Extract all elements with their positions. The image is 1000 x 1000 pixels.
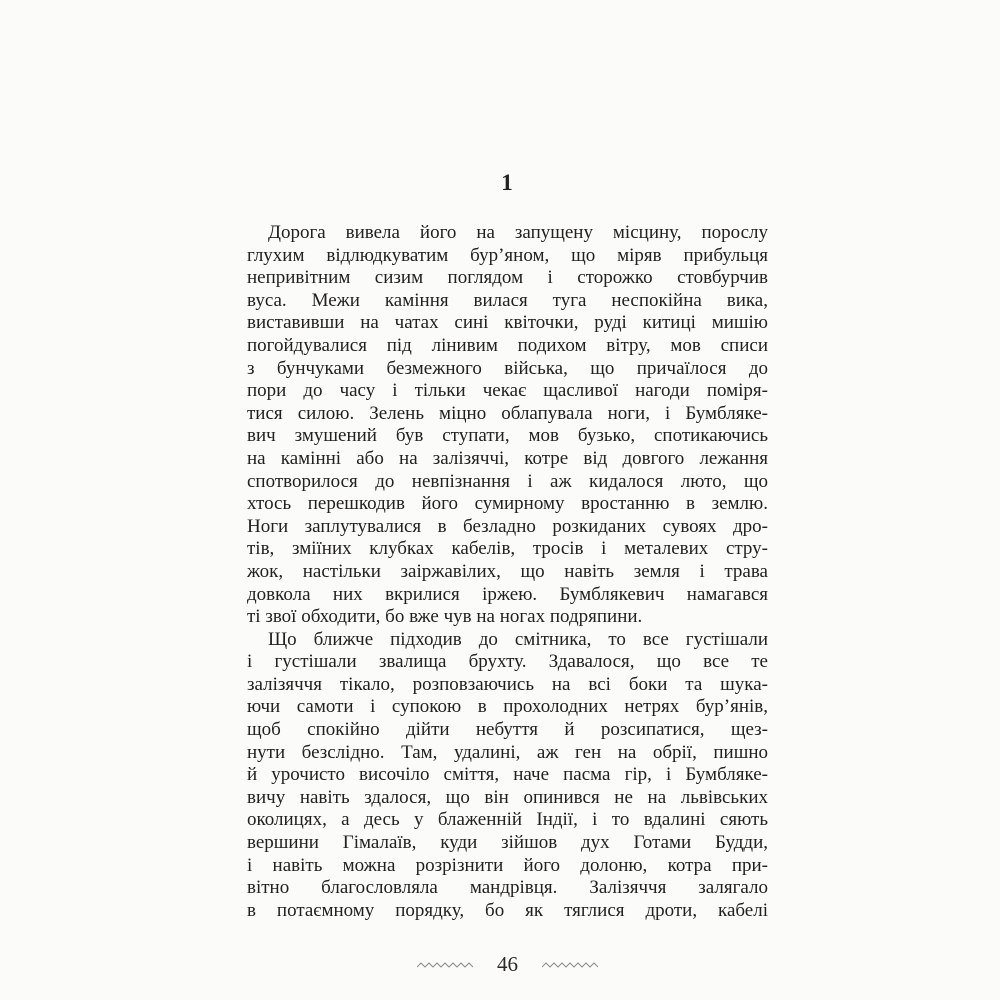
wavy-ornament-right-icon	[542, 961, 598, 969]
text-line: глухим відлюдкуватим бур’яном, що міряв прибульця	[247, 244, 768, 266]
text-line: ті звої обходити, бо вже чув на ногах подряпини.	[247, 606, 643, 628]
text-line: непривітним сизим поглядом і сторожко стовбурчив	[247, 267, 768, 289]
wavy-ornament-left-icon	[417, 961, 473, 969]
text-line: і густішали звалища брухту. Здавалося, що все те	[247, 651, 768, 673]
text-line: спотворилося до невпізнання і аж кидалося люто, що	[247, 470, 768, 492]
text-line: в потаємному порядку, бо як тяглися дроти, кабелі	[247, 899, 768, 921]
text-line: жок, настільки заіржавілих, що навіть земля і трава	[247, 560, 768, 582]
text-line: виставивши на чатах сині квіточки, руді китиці мишію	[247, 312, 768, 334]
text-line: довкола них вкрилися іржею. Бумблякевич намагався	[247, 583, 768, 605]
text-line: Дорога вивела його на запущену місцину, порослу	[268, 222, 768, 243]
text-line: щоб спокійно дійти небуття й розсипатися, щез-	[247, 719, 768, 741]
text-line: вичу навіть здалося, що він опинився не на львівських	[247, 786, 768, 808]
text-line: і навіть можна розрізнити його долоню, котра при-	[247, 854, 768, 876]
body-text	[247, 222, 768, 922]
text-line: тися силою. Зелень міцно облапувала ноги, і Бумбляке-	[247, 402, 768, 424]
text-line: Ноги заплутувалися в безладно розкиданих сувоях дро-	[247, 515, 768, 537]
text-line: вітно благословляла мандрівця. Залізяччя залягало	[247, 877, 768, 899]
text-line: вич змушений був ступати, мов бузько, спотикаючись	[247, 425, 768, 447]
text-line: з бунчуками безмежного війська, що причаїлося до	[247, 357, 768, 379]
text-line: хтось перешкодив його сумирному вростанню в землю.	[247, 493, 768, 515]
paragraph	[247, 222, 768, 629]
chapter-heading: 1	[501, 170, 514, 195]
page-footer	[247, 952, 768, 977]
text-line: пори до часу і тільки чекає щасливої нагоди поміря-	[247, 380, 768, 402]
text-line: околицях, а десь у блаженній Індії, і то вдалині сяють	[247, 809, 768, 831]
text-line: вуса. Межи каміння вилася туга неспокійна вика,	[247, 289, 768, 311]
text-line: вершини Гімалаїв, куди зійшов дух Готами Будди,	[247, 832, 768, 854]
text-line: залізяччя тікало, розповзаючись на всі боки та шука-	[247, 673, 768, 695]
text-line: нути безслідно. Там, удалині, аж ген на обрії, пишно	[247, 741, 768, 763]
page-number: 46	[497, 952, 518, 976]
text-line: погойдувалися під лінивим подихом вітру, мов списи	[247, 334, 768, 356]
paragraph	[247, 629, 768, 923]
text-line: ючи самоти і супокою в прохолодних нетрях бур’янів,	[247, 696, 768, 718]
text-line: тів, зміїних клубках кабелів, тросів і металевих стру-	[247, 538, 768, 560]
text-line: й урочисто височіло сміття, наче пасма гір, і Бумбляке-	[247, 764, 768, 786]
text-line: на камінні або на залізяччі, котре від довгого лежання	[247, 447, 768, 469]
text-line: Що ближче підходив до смітника, то все густішали	[268, 628, 768, 650]
